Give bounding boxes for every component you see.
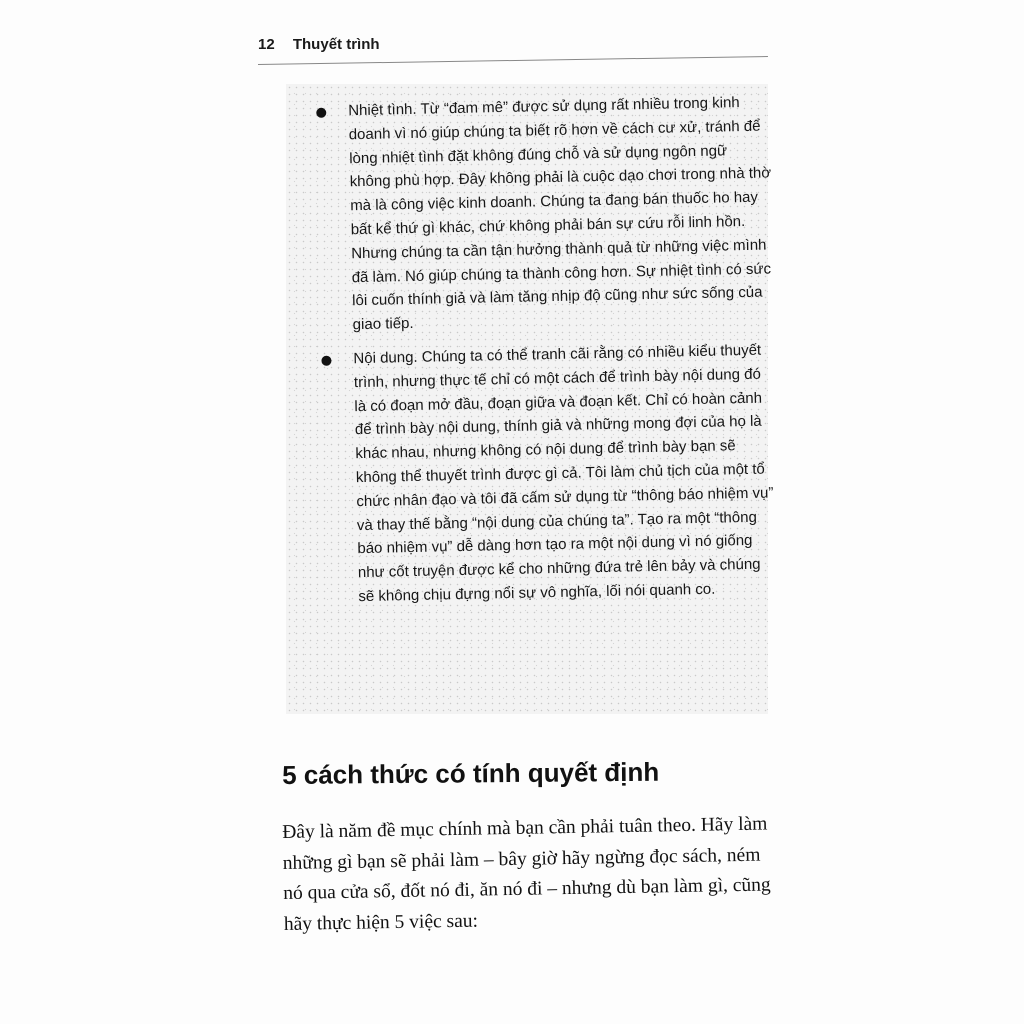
header-rule [258,56,768,65]
bullet-text: Nhiệt tình. Từ “đam mê” được sử dụng rất nhiều trong kinh doanh vì nó giúp chúng ta biết rõ hơn về cách cư xử, tránh để lòng nhiệt tình đặt không đúng chỗ và sử dụng ngôn ngữ không phù hợp. Đây không phải là cuộc dạo chơi trong nhà thờ mà là công việc kinh doanh. Chúng ta đang bán thuốc ho hay bất kể thứ gì khác, chứ không phải bán sự cứu rỗi linh hồn. Nhưng chúng ta cần tận hưởng thành quả từ những việc mình đã làm. Nó giúp chúng ta thành công hơn. Sự nhiệt tình có sức lôi cuốn thính giả và làm tăng nhịp độ cũng như sức sống của giao tiếp. [348,94,772,334]
bullet-dot-icon [316,108,326,118]
bullet-list [312,90,781,619]
body-paragraph: Đây là năm đề mục chính mà bạn cần phải tuân theo. Hãy làm những gì bạn sẽ phải làm – bây giờ hãy ngừng đọc sách, ném nó qua cửa sổ, đốt nó đi, ăn nó đi – nhưng dù bạn làm gì, cũng hãy thực hiện 5 việc sau: [282,813,771,935]
page-number: 12 [258,36,275,53]
bullet-dot-icon [321,356,331,366]
bullet-item-enthusiasm [312,90,775,338]
section-title: 5 cách thức có tính quyết định [282,756,660,790]
bullet-text: Nội dung. Chúng ta có thể tranh cãi rằng có nhiều kiểu thuyết trình, nhưng thực tế chỉ có một cách để trình bày nội dung đó là có đoạn mở đầu, đoạn giữa và đoạn kết. Chỉ có hoàn cảnh để trình bày nội dung, thính giả và những mong đợi của họ là khác nhau, nhưng không có nội dung để trình bày bạn sẽ không thể thuyết trình được gì cả. Tôi làm chủ tịch của một tổ chức nhân đạo và tôi đã cấm sử dụng từ “thông báo nhiệm vụ” và thay thế bằng “nội dung của chúng ta”. Tạo ra một “thông báo nhiệm vụ” dễ dàng hơn tạo ra một nội dung vì nó giống như cốt truyện được kể cho những đứa trẻ lên bảy và chúng sẽ không chịu đựng nổi sự vô nghĩa, lối nói quanh co. [353,341,774,606]
running-title: Thuyết trình [292,36,380,53]
bullet-item-content [317,338,780,609]
running-head [258,36,380,53]
